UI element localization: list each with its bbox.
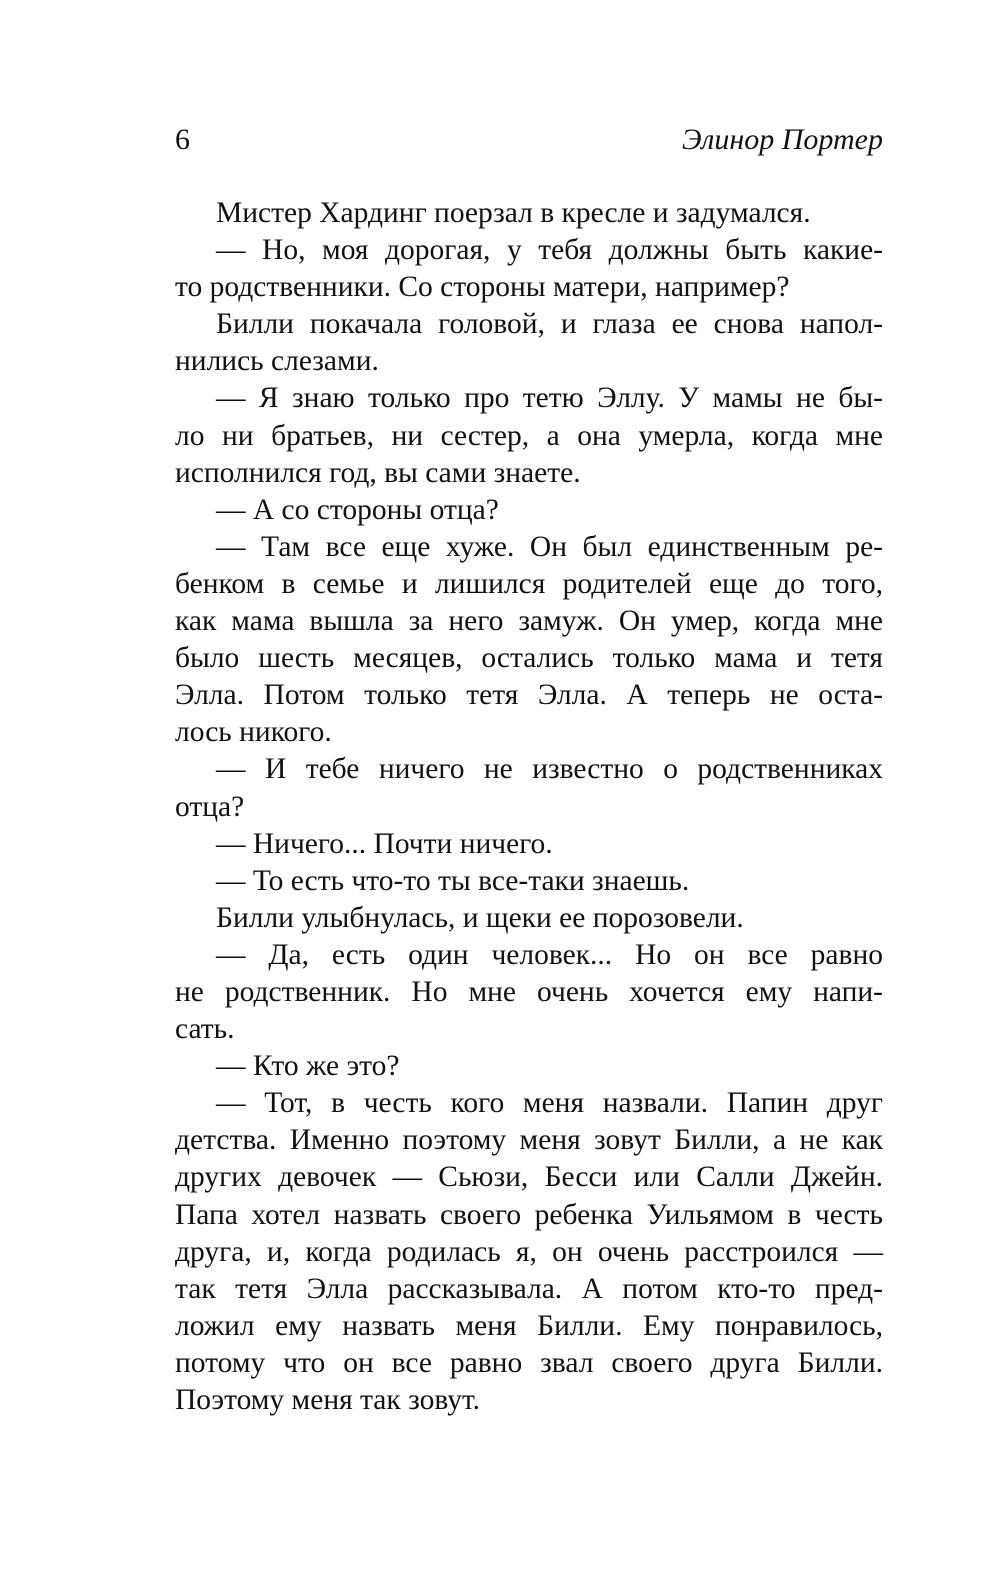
text-line: было шесть месяцев, остались только мама и тетя [175, 642, 883, 675]
text-line: детства. Именно поэтому меня зовут Билли, а не как [175, 1124, 883, 1157]
running-head [175, 123, 883, 163]
text-line: ложил ему назвать меня Билли. Ему понравилось, [175, 1309, 883, 1342]
text-line: как мама вышла за него замуж. Он умер, когда мне [175, 605, 883, 638]
text-line: Мистер Хардинг поерзал в кресле и задумался. [216, 197, 811, 229]
text-line: — То есть что-то ты все-таки знаешь. [216, 864, 690, 897]
text-line: — Ничего... Почти ничего. [216, 827, 553, 860]
text-line: так тетя Элла рассказывала. А потом кто-то пред- [175, 1272, 883, 1305]
text-line: Поэтому меня так зовут. [175, 1384, 481, 1416]
text-line: Билли улыбнулась, и щеки ее порозовели. [216, 901, 744, 934]
text-line: — Но, моя дорогая, у тебя должны быть какие- [216, 234, 883, 267]
text-line: ло ни братьев, ни сестер, а она умерла, когда мне [175, 419, 883, 452]
text-line: не родственник. Но мне очень хочется ему напи- [175, 975, 883, 1008]
text-line: отца? [175, 790, 245, 823]
text-line: друга, и, когда родилась я, он очень расстроился — [175, 1235, 883, 1268]
text-line: Папа хотел назвать своего ребенка Уильямом в честь [175, 1198, 883, 1231]
body-text [175, 195, 883, 1419]
text-line: Билли покачала головой, и глаза ее снова напол- [216, 308, 883, 341]
text-line: Элла. Потом только тетя Элла. А теперь не оста- [175, 679, 883, 712]
text-line: — Я знаю только про тетю Эллу. У мамы не бы- [216, 382, 883, 415]
text-line: — Да, есть один человек... Но он все равно [216, 938, 883, 971]
text-line: бенком в семье и лишился родителей еще до того, [175, 567, 883, 600]
text-line: — Тот, в честь кого меня назвали. Папин друг [216, 1087, 883, 1120]
text-line: сать. [175, 1013, 235, 1046]
page-number: 6 [175, 123, 190, 156]
text-line: лось никого. [175, 716, 332, 749]
text-line: потому что он все равно звал своего друга Билли. [175, 1346, 883, 1379]
text-line: других девочек — Сьюзи, Бесси или Салли Джейн. [175, 1161, 883, 1194]
text-line: то родственники. Со стороны матери, например? [175, 271, 790, 304]
text-line: — И тебе ничего не известно о родственниках [216, 753, 883, 786]
text-line: исполнился год, вы сами знаете. [175, 456, 581, 489]
text-line: — Там все еще хуже. Он был единственным ре- [216, 530, 883, 563]
text-line: нились слезами. [175, 345, 379, 378]
running-title: Элинор Портер [681, 123, 883, 156]
text-line: — А со стороны отца? [216, 493, 499, 526]
text-line: — Кто же это? [216, 1050, 400, 1083]
